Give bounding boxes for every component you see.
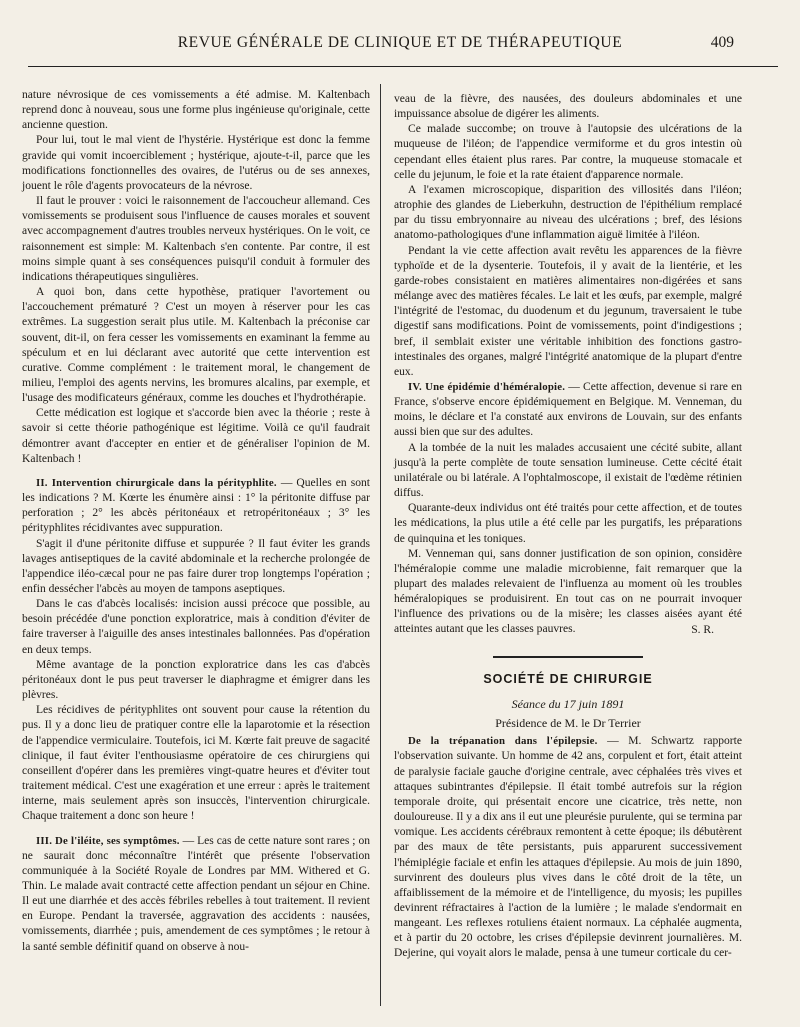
section-text: — M. Schwartz rapporte l'observation suivante. Un homme de 42 ans, corpulent et fort, était atteint de paralysie faciale gauche d'origine centrale, avec céphalées très vives et attaques subintrantes d'épilepsie. Il était tombé autrefois sur la région temporale droite, qui présentait encore une cicatrice, très nette, non douloureuse. Il y a dix ans il eut une pleurésie purulente, qui se termina par vomique. Les accidents cérébraux remontent à cette époque; ils débutèrent par des maux de tête persistants, puis apparurent successivement l'hémiplégie faciale et enfin les attaques d'épilepsie. Au mois de juin 1890, survinrent des douleurs plus vives dans le côté droit de la tête, un affaiblissement de la mémoire et de l'intelligence, du myosis; les pupilles devinrent réfractaires à l'action de la lumière ; le malade s'endormait en mangeant. Les reflexes rotuliens étaient normaux. La céphalée augmenta, et à partir du 20 octobre, les crises d'épilepsie devinrent journalières. M. Dejerine, qui voyait alors le malade, pensa à une tumeur corticale du cer- [394, 735, 742, 960]
paragraph: veau de la fièvre, des nausées, des douleurs abdominales et une impuissance absolue de digérer les aliments. [394, 93, 742, 121]
paragraph: Dans le cas d'abcès localisés: incision aussi précoce que possible, au besoin précédée d'une ponction exploratrice, mais à condition d'éviter de faire traverser à l'aiguille des anses intestinales ballonnées. Pas d'opération en deux temps. [22, 598, 370, 656]
paragraph: Les récidives de pérityphlites ont souvent pour cause la rétention du pus. Il y a donc lieu de pratiquer contre elle la laparotomie et la résection de l'appendice vermiculaire. Toutefois, ici M. Kœrte fait preuve de sagacité clinique, il faut éviter l'enthousiasme opératoire de ces chirurgiens qui conseillent d'opérer dans les premières vingt-quatre heures et d'éviter tout traitement médical. C'est une exagération et une erreur : après le traitement interne, mais seulement après son insuccès, l'intervention chirurgicale. Chaque traitement a donc son heure ! [22, 704, 370, 823]
section-title: SOCIÉTÉ DE CHIRURGIE [483, 671, 653, 686]
right-column [394, 92, 742, 962]
section-text: — Quelles en sont les indications ? M. Kœrte les énumère ainsi : 1° la péritonite diffuse par perforation ; 2° les abcès péritonéaux et retropéritonéaux ; 3° les pérityphlites récidivantes avec suppuration. [22, 476, 370, 535]
paragraph: Pour lui, tout le mal vient de l'hystérie. Hystérique est donc la femme gravide qui vomit incoerciblement ; hystérique, ajoute-t-il, parce que les modifications fonctionnelles des ovaires, de l'utérus ou de ses annexes, jouent le rôle d'agents provocateurs de la névrose. [22, 134, 370, 192]
section-paragraph [22, 476, 370, 537]
section-paragraph [394, 734, 742, 961]
section-heading: II. Intervention chirurgicale dans la pérityphlite. [36, 476, 277, 489]
paragraph: A la tombée de la nuit les malades accusaient une cécité subite, allant jusqu'à la perte complète de toute sensation lumineuse. Cette cécité était unilatérale ou bi latérale. A l'ophtalmoscope, il existait de l'œdème rétinien diffus. [394, 441, 742, 500]
presidency-line: Présidence de M. le Dr Terrier [495, 716, 641, 731]
paragraph: Pendant la vie cette affection avait revêtu les apparences de la fièvre typhoïde et de la dysenterie. Toutefois, il y avait de la lientérie, et les garde-robes consistaient en matières alimentaires non-digérées et sans mélange avec des matières fécales. Le lait et les œufs, par exemple, malgré l'intégrité de l'estomac, du duodenum et du jegunum, traversaient le tube digestif sans modifications. Point de vomissements, point d'indigestions ; bref, il semblait exister une véritable inhibition des fonctions gastro-intestinales des organes, malgré l'intégrité anatomique de la plupart d'entre eux. [394, 244, 742, 378]
left-column [22, 88, 370, 955]
column-separator [380, 84, 381, 1006]
section-text: — Cette affection, devenue si rare en France, s'observe encore épidémiquement en Belgique. M. Venneman, du moins, le déclare et l'a constaté aux environs de Louvain, sur des enfants aussi bien que sur des adultes. [394, 380, 742, 439]
paragraph: A quoi bon, dans cette hypothèse, pratiquer l'avortement ou l'accouchement prématuré ? C'est un moyen à réserver pour les cas extrêmes. La suggestion serait plus utile. M. Kaltenbach la préconise car souvent, dit-il, on fera cesser les vomissements en examinant la femme au spéculum et en lui déclarant avec autorité que cette intervention est curative. Comme complément : le traitement moral, le changement de milieu, l'emploi des agents nervins, les bromures alcalins, par exemple, et l'usage des modificateurs généraux, comme les douches et l'hydrothérapie. [22, 286, 370, 405]
paragraph: Même avantage de la ponction exploratrice dans les cas d'abcès péritonéaux dont le pus peut traverser le diaphragme et émigrer dans les plèvres. [22, 658, 370, 702]
paragraph: Quarante-deux individus ont été traités pour cette affection, et de toutes les médications, la plus utile a été celle par les purgatifs, les préparations de quinquina et les toniques. [394, 502, 742, 545]
paragraph: M. Venneman qui, sans donner justification de son opinion, considère l'héméralopie comme une maladie microbienne, fait remarquer que la plupart des malades relevaient de l'influenza au moment où les troubles héméralopiques se produisirent. En tout cas on ne pourrait invoquer l'influence des privations ou de la misère; les classes aisées ayant été atteintes autant que les classes pauvres. [394, 547, 742, 636]
section-rule [493, 656, 643, 658]
running-header [0, 34, 800, 62]
section-heading: IV. Une épidémie d'héméralopie. [408, 380, 566, 393]
paragraph: A l'examen microscopique, disparition des villosités dans l'iléon; atrophie des glandes de Lieberkuhn, destruction de l'épithélium remplacé par du tissu embryonnaire au niveau des ulcérations ; bref, des lésions anatomo-pathologiques d'une inflammation aiguë limitée à l'iléon. [394, 183, 742, 242]
paragraph: S'agit il d'une péritonite diffuse et suppurée ? Il faut éviter les grands lavages antiseptiques de la cavité abdominale et la recherche prolongée de l'appendice iléo-cæcal pour ne pas faire durer trop longtemps l'opération ; enfin dessécher l'abcès au moyen de tampons aseptiques. [22, 537, 370, 595]
section-text: — Les cas de cette nature sont rares ; on ne saurait donc méconnaître l'intérêt que présente l'observation communiquée à la Société Royale de Londres par MM. Withered et G. Thin. Le malade avait contracté cette affection pendant un séjour en Chine. Il eut une diarrhée et des accès fébriles rebelles à tout traitement. Il revient en Europe. Pendant la traversée, aggravation des accidents : nausées, vomissements, diarrhée ; puis, amendement de ces symptômes ; le retour à la santé semble définitif quand on observe à nou- [22, 834, 370, 953]
paragraph: nature névrosique de ces vomissements a été admise. M. Kaltenbach reprend donc à nouveau, sous une forme plus ingénieuse qu'originale, cette ancienne question. [22, 89, 370, 132]
journal-title: REVUE GÉNÉRALE DE CLINIQUE ET DE THÉRAPEUTIQUE [177, 34, 623, 51]
paragraph: Il faut le prouver : voici le raisonnement de l'accoucheur allemand. Ces vomissements se produisent sous l'influence de causes morales et souvent avec accompagnement d'autres troubles nerveux hystériques. On le voit, ce raisonnement est simple: M. Kaltenbach s'en contente. Par contre, il est moins simple quant à ses conséquences puisqu'il conduit à formuler des indications thérapeutiques singulières. [22, 195, 370, 283]
header-rule [28, 66, 778, 67]
section-paragraph [22, 834, 370, 955]
session-date: Séance du 17 juin 1891 [511, 696, 625, 711]
author-signature: S. R. [691, 623, 714, 636]
section-heading: III. De l'iléite, ses symptômes. [36, 834, 180, 847]
section-paragraph [394, 380, 742, 441]
page-number: 409 [710, 34, 734, 51]
paragraph: Ce malade succombe; on trouve à l'autopsie des ulcérations de la muqueuse de l'iléon; de l'appendice vermiforme et du gros intestin où cependant elles étaient plus rares. Par contre, la muqueuse stomacale et celle du jejunum, le foie et la rate étaient d'apparence normale. [394, 123, 742, 181]
paragraph: Cette médication est logique et s'accorde bien avec la théorie ; reste à savoir si cette théorie pathogénique est légitime. Voilà ce qu'il faudrait démontrer avant d'accepter en entier et de généraliser l'opinion de M. Kaltenbach ! [22, 407, 370, 465]
section-heading: De la trépanation dans l'épilepsie. [408, 735, 598, 748]
